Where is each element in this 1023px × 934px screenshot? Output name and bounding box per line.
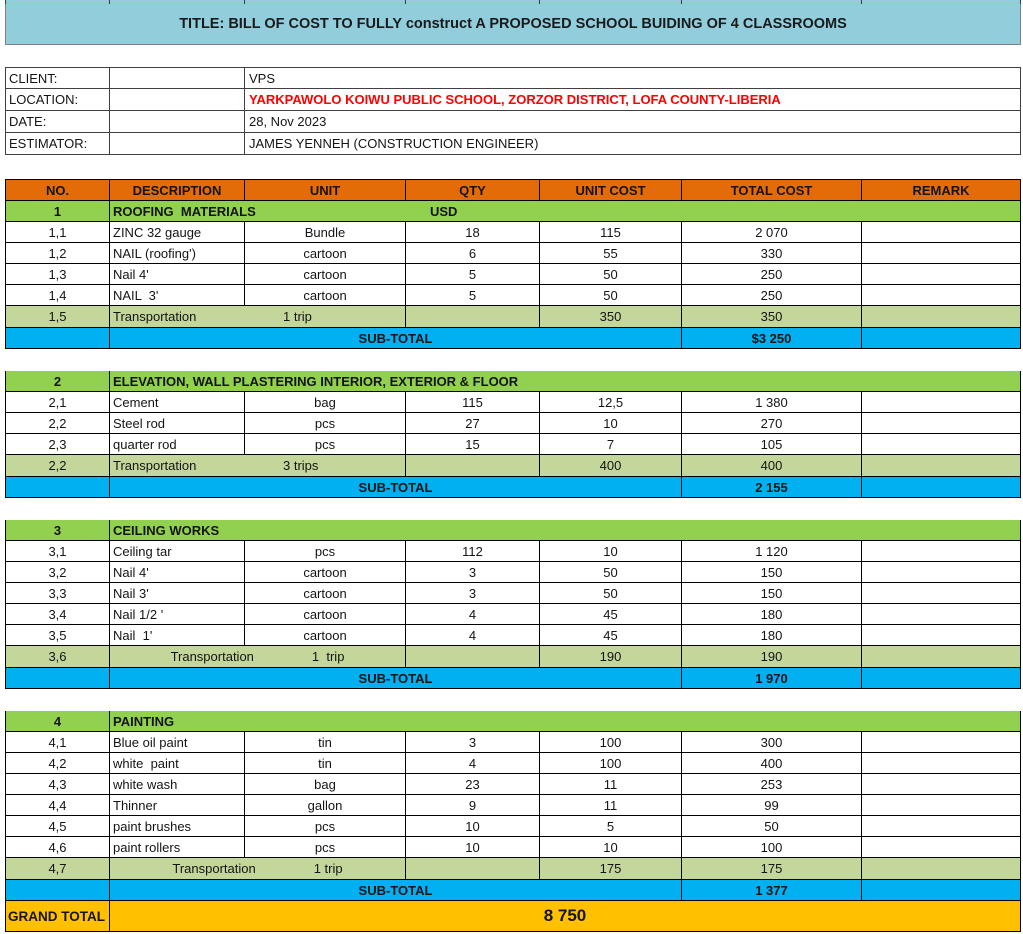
cell-total-cost: 350	[682, 306, 862, 327]
cell-total-cost: 400	[682, 455, 862, 476]
table-row	[5, 583, 1021, 604]
transport-unit: 1 trip	[313, 861, 343, 876]
subtotal-value: 1 377	[682, 880, 862, 900]
column-header: REMARK	[862, 180, 1021, 200]
cell-description: Ceiling tar	[110, 541, 245, 561]
empty-cell	[110, 68, 245, 88]
client-value: VPS	[245, 68, 1021, 88]
section-title: ELEVATION, WALL PLASTERING INTERIOR, EXTERIOR & FLOOR	[110, 371, 1021, 391]
subtotal-label: SUB-TOTAL	[110, 880, 682, 900]
subtotal-label: SUB-TOTAL	[110, 328, 682, 348]
subtotal-value: 2 155	[682, 477, 862, 497]
transport-unit: 3 trips	[283, 458, 319, 473]
table-row	[5, 816, 1021, 837]
section-header-row	[5, 711, 1021, 732]
cell-total-cost: 150	[682, 583, 862, 603]
cell-total-cost: 180	[682, 625, 862, 645]
cell-unit: bag	[245, 392, 406, 412]
cell-no	[5, 880, 110, 900]
date-label: DATE:	[5, 111, 110, 132]
cell-unit: cartoon	[245, 604, 406, 624]
cell-unit-cost: 350	[540, 306, 682, 327]
cell-description: NAIL 3'	[110, 285, 245, 305]
subtotal-value: $3 250	[682, 328, 862, 348]
cell-qty: 115	[406, 392, 540, 412]
cell-no: 1,4	[5, 285, 110, 305]
column-header: TOTAL COST	[682, 180, 862, 200]
cell-unit-cost: 5	[540, 816, 682, 836]
cell-unit: tin	[245, 753, 406, 773]
transport-unit: 1 trip	[283, 309, 312, 324]
cell-remark	[862, 264, 1021, 284]
cell-no: 2,3	[5, 434, 110, 454]
cell-qty: 4	[406, 604, 540, 624]
cell-unit: gallon	[245, 795, 406, 815]
table-row	[5, 774, 1021, 795]
table-row	[5, 732, 1021, 753]
section-header-row	[5, 371, 1021, 392]
column-header: DESCRIPTION	[110, 180, 245, 200]
cell-total-cost: 150	[682, 562, 862, 582]
cell-total-cost: 1 120	[682, 541, 862, 561]
cell-remark	[862, 455, 1021, 476]
cell-unit-cost: 400	[540, 455, 682, 476]
cell-unit-cost: 11	[540, 795, 682, 815]
transport-merged-cell	[110, 306, 406, 327]
cell-unit-cost: 10	[540, 541, 682, 561]
table-row	[5, 434, 1021, 455]
cell-unit-cost: 50	[540, 264, 682, 284]
estimator-label: ESTIMATOR:	[5, 133, 110, 154]
table-row	[5, 562, 1021, 583]
cell-remark	[862, 413, 1021, 433]
cell-remark	[862, 392, 1021, 412]
cell-total-cost: 270	[682, 413, 862, 433]
cell-total-cost: 330	[682, 243, 862, 263]
section-gap	[5, 689, 1021, 711]
cell-description: white paint	[110, 753, 245, 773]
cell-unit-cost: 45	[540, 604, 682, 624]
table-row	[5, 243, 1021, 264]
cell-qty: 3	[406, 583, 540, 603]
cell-unit: Bundle	[245, 222, 406, 242]
cell-remark	[862, 285, 1021, 305]
cell-no: 3,1	[5, 541, 110, 561]
cell-remark	[862, 328, 1021, 348]
cell-unit: bag	[245, 774, 406, 794]
subtotal-row	[5, 668, 1021, 689]
cell-description: Steel rod	[110, 413, 245, 433]
subtotal-value: 1 970	[682, 668, 862, 688]
cell-remark	[862, 753, 1021, 773]
cell-remark	[862, 732, 1021, 752]
cell-qty: 5	[406, 264, 540, 284]
cell-unit-cost: 50	[540, 562, 682, 582]
cell-description: Nail 4'	[110, 264, 245, 284]
transport-row	[5, 455, 1021, 477]
table-row	[5, 222, 1021, 243]
cell-unit: pcs	[245, 413, 406, 433]
table-row	[5, 625, 1021, 646]
cell-unit-cost: 11	[540, 774, 682, 794]
subtotal-row	[5, 880, 1021, 901]
empty-cell	[110, 89, 245, 110]
cell-remark	[862, 562, 1021, 582]
cell-qty: 18	[406, 222, 540, 242]
cell-unit-cost: 115	[540, 222, 682, 242]
cell-total-cost: 50	[682, 816, 862, 836]
cell-qty	[406, 858, 540, 879]
cell-remark	[862, 583, 1021, 603]
grand-total-row	[5, 901, 1021, 932]
top-row-sliver	[5, 0, 1021, 4]
spacer-row	[5, 155, 1021, 179]
cell-unit-cost: 175	[540, 858, 682, 879]
transport-merged-cell	[110, 858, 406, 879]
cell-total-cost: 100	[682, 837, 862, 857]
cell-unit: cartoon	[245, 243, 406, 263]
section-title: ROOFING MATERIALS USD	[110, 201, 1021, 221]
cell-unit: pcs	[245, 816, 406, 836]
cell-unit-cost: 190	[540, 646, 682, 667]
table-row	[5, 413, 1021, 434]
cell-description: ZINC 32 gauge	[110, 222, 245, 242]
currency-note: USD	[430, 203, 458, 219]
client-label: CLIENT:	[5, 68, 110, 88]
cell-remark	[862, 477, 1021, 497]
cell-total-cost: 250	[682, 264, 862, 284]
table-row	[5, 264, 1021, 285]
cell-total-cost: 300	[682, 732, 862, 752]
cell-description: Nail 1'	[110, 625, 245, 645]
cell-qty: 6	[406, 243, 540, 263]
section-number: 3	[5, 520, 110, 540]
cell-unit: pcs	[245, 434, 406, 454]
cell-remark	[862, 306, 1021, 327]
cell-no: 4,7	[5, 858, 110, 879]
client-row	[5, 67, 1021, 89]
cell-qty: 10	[406, 837, 540, 857]
cell-unit-cost: 12,5	[540, 392, 682, 412]
transport-row	[5, 646, 1021, 668]
cell-qty: 23	[406, 774, 540, 794]
section-gap	[5, 498, 1021, 520]
cell-unit-cost: 50	[540, 583, 682, 603]
cell-total-cost: 105	[682, 434, 862, 454]
document-title: TITLE: BILL OF COST TO FULLY construct A PROPOSED SCHOOL BUIDING OF 4 CLASSROOMS	[5, 4, 1021, 45]
subtotal-row	[5, 328, 1021, 349]
cell-no: 1,1	[5, 222, 110, 242]
cell-remark	[862, 816, 1021, 836]
cell-remark	[862, 222, 1021, 242]
cell-unit: cartoon	[245, 625, 406, 645]
section-gap	[5, 349, 1021, 371]
cell-no: 4,5	[5, 816, 110, 836]
grand-total-value: 8 750	[110, 901, 1021, 931]
transport-merged-cell	[110, 455, 406, 476]
cell-total-cost: 99	[682, 795, 862, 815]
cell-no	[5, 477, 110, 497]
cell-unit-cost: 55	[540, 243, 682, 263]
cell-no: 2,2	[5, 455, 110, 476]
column-header: UNIT	[245, 180, 406, 200]
cell-remark	[862, 625, 1021, 645]
cell-unit-cost: 50	[540, 285, 682, 305]
cell-qty: 112	[406, 541, 540, 561]
cell-no: 3,3	[5, 583, 110, 603]
section-header-row	[5, 520, 1021, 541]
cell-total-cost: 180	[682, 604, 862, 624]
cell-no	[5, 668, 110, 688]
cell-remark	[862, 795, 1021, 815]
cell-remark	[862, 646, 1021, 667]
cell-unit-cost: 10	[540, 413, 682, 433]
cell-total-cost: 175	[682, 858, 862, 879]
cell-no: 3,5	[5, 625, 110, 645]
cell-description: paint rollers	[110, 837, 245, 857]
section-number: 4	[5, 711, 110, 731]
cell-no: 4,2	[5, 753, 110, 773]
cell-total-cost: 2 070	[682, 222, 862, 242]
cell-remark	[862, 858, 1021, 879]
table-row	[5, 837, 1021, 858]
transport-row	[5, 306, 1021, 328]
cell-description: NAIL (roofing')	[110, 243, 245, 263]
cell-description: quarter rod	[110, 434, 245, 454]
cell-unit: tin	[245, 732, 406, 752]
cell-unit: pcs	[245, 837, 406, 857]
cell-qty	[406, 306, 540, 327]
cell-no: 4,3	[5, 774, 110, 794]
cell-no: 4,6	[5, 837, 110, 857]
cell-qty: 9	[406, 795, 540, 815]
cell-remark	[862, 668, 1021, 688]
subtotal-row	[5, 477, 1021, 498]
table-row	[5, 392, 1021, 413]
table-row	[5, 795, 1021, 816]
section-number: 2	[5, 371, 110, 391]
column-header: QTY	[406, 180, 540, 200]
empty-cell	[110, 133, 245, 154]
cell-remark	[862, 541, 1021, 561]
cell-no: 1,3	[5, 264, 110, 284]
cell-remark	[862, 774, 1021, 794]
cell-total-cost: 253	[682, 774, 862, 794]
cell-unit: cartoon	[245, 583, 406, 603]
cell-qty: 3	[406, 732, 540, 752]
section-header-row	[5, 201, 1021, 222]
cell-unit-cost: 100	[540, 732, 682, 752]
table-row	[5, 753, 1021, 774]
cell-unit: cartoon	[245, 264, 406, 284]
cell-qty: 10	[406, 816, 540, 836]
transport-merged-cell	[110, 646, 406, 667]
cell-unit: cartoon	[245, 562, 406, 582]
empty-cell	[110, 111, 245, 132]
cell-unit-cost: 10	[540, 837, 682, 857]
cell-no	[5, 328, 110, 348]
cell-no: 4,4	[5, 795, 110, 815]
cell-total-cost: 190	[682, 646, 862, 667]
cell-no: 3,6	[5, 646, 110, 667]
grand-total-label: GRAND TOTAL	[5, 901, 110, 931]
section-title: CEILING WORKS	[110, 520, 1021, 540]
transport-label: Transportation	[113, 458, 197, 473]
cell-total-cost: 400	[682, 753, 862, 773]
cell-qty: 4	[406, 625, 540, 645]
cell-qty: 3	[406, 562, 540, 582]
transport-label: Transportation	[113, 309, 197, 324]
cell-total-cost: 1 380	[682, 392, 862, 412]
cell-remark	[862, 604, 1021, 624]
cell-description: Nail 4'	[110, 562, 245, 582]
cell-no: 2,2	[5, 413, 110, 433]
table-body	[5, 201, 1021, 901]
transport-unit: 1 trip	[311, 649, 345, 664]
cell-no: 3,4	[5, 604, 110, 624]
cell-unit-cost: 100	[540, 753, 682, 773]
location-label: LOCATION:	[5, 89, 110, 110]
section-title: PAINTING	[110, 711, 1021, 731]
estimator-row	[5, 133, 1021, 155]
cell-description: white wash	[110, 774, 245, 794]
cell-description: Thinner	[110, 795, 245, 815]
cell-remark	[862, 837, 1021, 857]
estimator-value: JAMES YENNEH (CONSTRUCTION ENGINEER)	[245, 133, 1021, 154]
cell-no: 3,2	[5, 562, 110, 582]
table-row	[5, 604, 1021, 625]
cell-description: Nail 3'	[110, 583, 245, 603]
cell-qty	[406, 646, 540, 667]
cell-qty: 27	[406, 413, 540, 433]
cell-total-cost: 250	[682, 285, 862, 305]
cell-qty	[406, 455, 540, 476]
table-row	[5, 285, 1021, 306]
cell-qty: 5	[406, 285, 540, 305]
cell-no: 1,5	[5, 306, 110, 327]
cell-description: Cement	[110, 392, 245, 412]
cell-remark	[862, 243, 1021, 263]
cell-remark	[862, 880, 1021, 900]
location-row	[5, 89, 1021, 111]
cell-description: Blue oil paint	[110, 732, 245, 752]
table-header-row	[5, 179, 1021, 201]
cell-qty: 15	[406, 434, 540, 454]
cell-description: Nail 1/2 '	[110, 604, 245, 624]
cell-remark	[862, 434, 1021, 454]
cell-unit-cost: 45	[540, 625, 682, 645]
section-number: 1	[5, 201, 110, 221]
subtotal-label: SUB-TOTAL	[110, 668, 682, 688]
spacer-row	[5, 45, 1021, 67]
table-row	[5, 541, 1021, 562]
cell-qty: 4	[406, 753, 540, 773]
transport-label: Transportation	[170, 649, 254, 664]
column-header: NO.	[5, 180, 110, 200]
cell-no: 1,2	[5, 243, 110, 263]
transport-label: Transportation	[172, 861, 256, 876]
column-header: UNIT COST	[540, 180, 682, 200]
date-value: 28, Nov 2023	[245, 111, 1021, 132]
cell-unit-cost: 7	[540, 434, 682, 454]
cell-no: 4,1	[5, 732, 110, 752]
cell-no: 2,1	[5, 392, 110, 412]
cell-unit: cartoon	[245, 285, 406, 305]
subtotal-label: SUB-TOTAL	[110, 477, 682, 497]
cell-description: paint brushes	[110, 816, 245, 836]
location-value: YARKPAWOLO KOIWU PUBLIC SCHOOL, ZORZOR DISTRICT, LOFA COUNTY-LIBERIA	[245, 89, 1021, 110]
cell-unit: pcs	[245, 541, 406, 561]
transport-row	[5, 858, 1021, 880]
date-row	[5, 111, 1021, 133]
